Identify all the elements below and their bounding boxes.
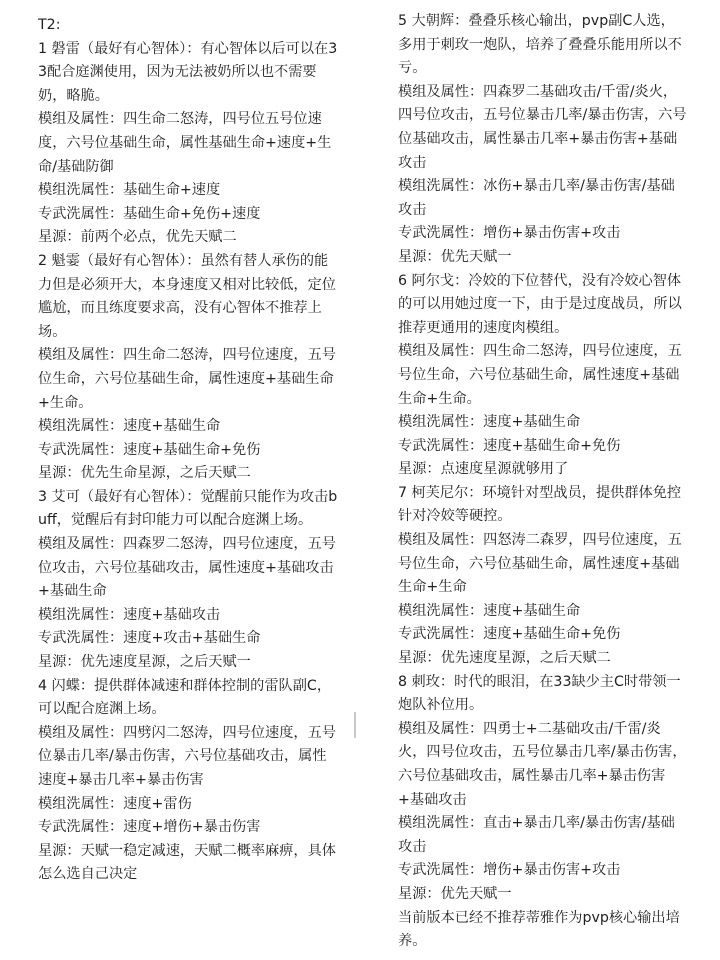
left-paragraph: 模组洗属性：基础生命+速度 bbox=[38, 182, 221, 199]
left-paragraph: 4 闪蝶：提供群体减速和群体控制的雷队副C，可以配合庭渊上场。 bbox=[38, 677, 332, 718]
right-text-column bbox=[398, 10, 688, 954]
left-paragraph: 星源：优先生命星源，之后天赋二 bbox=[38, 465, 251, 482]
right-paragraph: 星源：点速度星源就够用了 bbox=[398, 461, 569, 478]
right-paragraph: 模组洗属性：速度+基础生命 bbox=[398, 602, 581, 619]
left-paragraph: 模组洗属性：速度+基础生命 bbox=[38, 418, 221, 435]
left-paragraph: 模组及属性：四生命二怒涛，四号位五号位速度，六号位基础生命，属性基础生命+速度+生命/基础防御 bbox=[38, 111, 332, 175]
left-paragraph: 3 艾可（最好有心智体）：觉醒前只能作为攻击buff，觉醒后有封印能力可以配合庭渊上场。 bbox=[38, 488, 338, 529]
left-paragraph: 专武洗属性：速度+增伤+暴击伤害 bbox=[38, 819, 261, 836]
right-paragraph: 模组及属性：四怒涛二森罗，四号位速度，五号位生命，六号位基础生命，属性速度+基础生命+生命 bbox=[398, 532, 682, 596]
right-paragraph: 星源：优先天赋一 bbox=[398, 248, 512, 265]
left-paragraph: 星源：前两个必点，优先天赋二 bbox=[38, 229, 237, 246]
right-paragraph: 星源：优先速度星源，之后天赋二 bbox=[398, 650, 611, 667]
right-paragraph: 5 大朝辉：叠叠乐核心输出，pvp副C人选，多用于刺玫一炮队，培养了叠叠乐能用所以不亏。 bbox=[398, 13, 682, 77]
right-paragraph: 星源：优先天赋一 bbox=[398, 885, 512, 902]
left-paragraph: 专武洗属性：速度+基础生命+免伤 bbox=[38, 441, 261, 458]
left-paragraph: 专武洗属性：速度+攻击+基础生命 bbox=[38, 630, 261, 647]
left-paragraph: 星源：优先速度星源，之后天赋一 bbox=[38, 654, 251, 671]
left-paragraph: 模组洗属性：速度+基础攻击 bbox=[38, 606, 221, 623]
right-paragraph: 模组及属性：四生命二怒涛，四号位速度，五号位生命，六号位基础生命，属性速度+基础生命+生命。 bbox=[398, 343, 682, 407]
right-paragraph: 专武洗属性：增伤+暴击伤害+攻击 bbox=[398, 862, 621, 879]
right-paragraph: 模组洗属性：速度+基础生命 bbox=[398, 414, 581, 431]
right-paragraph: 专武洗属性：增伤+暴击伤害+攻击 bbox=[398, 225, 621, 242]
left-paragraph: 1 磐雷（最好有心智体）：有心智体以后可以在33配合庭渊使用，因为无法被奶所以也不需要奶，略脆。 bbox=[38, 40, 338, 104]
right-paragraph: 7 柯芙尼尔：环境针对型战员，提供群体免控针对冷姣等硬控。 bbox=[398, 484, 682, 525]
right-paragraph: 模组及属性：四勇士+二基础攻击/千雷/炎火，四号位攻击，五号位暴击几率/暴击伤害，六号位基础攻击，属性暴击几率+暴击伤害+基础攻击 bbox=[398, 720, 687, 808]
right-paragraph: 模组洗属性：冰伤+暴击几率/暴击伤害/基础攻击 bbox=[398, 178, 675, 218]
right-paragraph: 模组及属性：四森罗二基础攻击/千雷/炎火，四号位攻击，五号位暴击几率/暴击伤害，六号位基础攻击，属性暴击几率+暴击伤害+基础攻击 bbox=[398, 83, 687, 171]
left-paragraph: 模组及属性：四生命二怒涛，四号位速度，五号位生命，六号位基础生命，属性速度+基础生命+生命。 bbox=[38, 347, 336, 411]
scroll-indicator bbox=[354, 712, 356, 738]
left-text-column bbox=[38, 14, 340, 887]
right-paragraph: 8 刺玫：时代的眼泪，在33缺少主C时带领一炮队补位用。 bbox=[398, 673, 681, 714]
right-paragraph: 专武洗属性：速度+基础生命+免伤 bbox=[398, 626, 621, 643]
left-paragraph: 模组及属性：四森罗二怒涛，四号位速度，五号位攻击，六号位基础攻击，属性速度+基础攻击+基础生命 bbox=[38, 536, 336, 600]
right-paragraph: 模组洗属性：直击+暴击几率/暴击伤害/基础攻击 bbox=[398, 815, 675, 855]
left-paragraph: T2: bbox=[38, 17, 61, 33]
left-paragraph: 2 魁霎（最好有心智体）：虽然有替人承伤的能力但是必须开大，本身速度又相对比较低，定位尴尬，而且练度要求高，没有心智体不推荐上场。 bbox=[38, 252, 336, 340]
right-paragraph: 专武洗属性：速度+基础生命+免伤 bbox=[398, 437, 621, 454]
left-paragraph: 专武洗属性：基础生命+免伤+速度 bbox=[38, 205, 261, 222]
left-paragraph: 星源：天赋一稳定减速，天赋二概率麻痹，具体怎么选自己决定 bbox=[38, 842, 336, 883]
left-paragraph: 模组洗属性：速度+雷伤 bbox=[38, 795, 192, 812]
right-paragraph: 6 阿尔戈：冷姣的下位替代，没有冷姣心智体的可以用她过度一下，由于是过度战员，所以推荐更通用的速度肉模组。 bbox=[398, 272, 682, 336]
left-paragraph: 模组及属性：四劈闪二怒涛，四号位速度，五号位暴击几率/暴击伤害，六号位基础攻击，属性速度+暴击几率+暴击伤害 bbox=[38, 724, 336, 788]
right-paragraph: 当前版本已经不推荐蒂雅作为pvp核心输出培养。 bbox=[398, 909, 680, 950]
